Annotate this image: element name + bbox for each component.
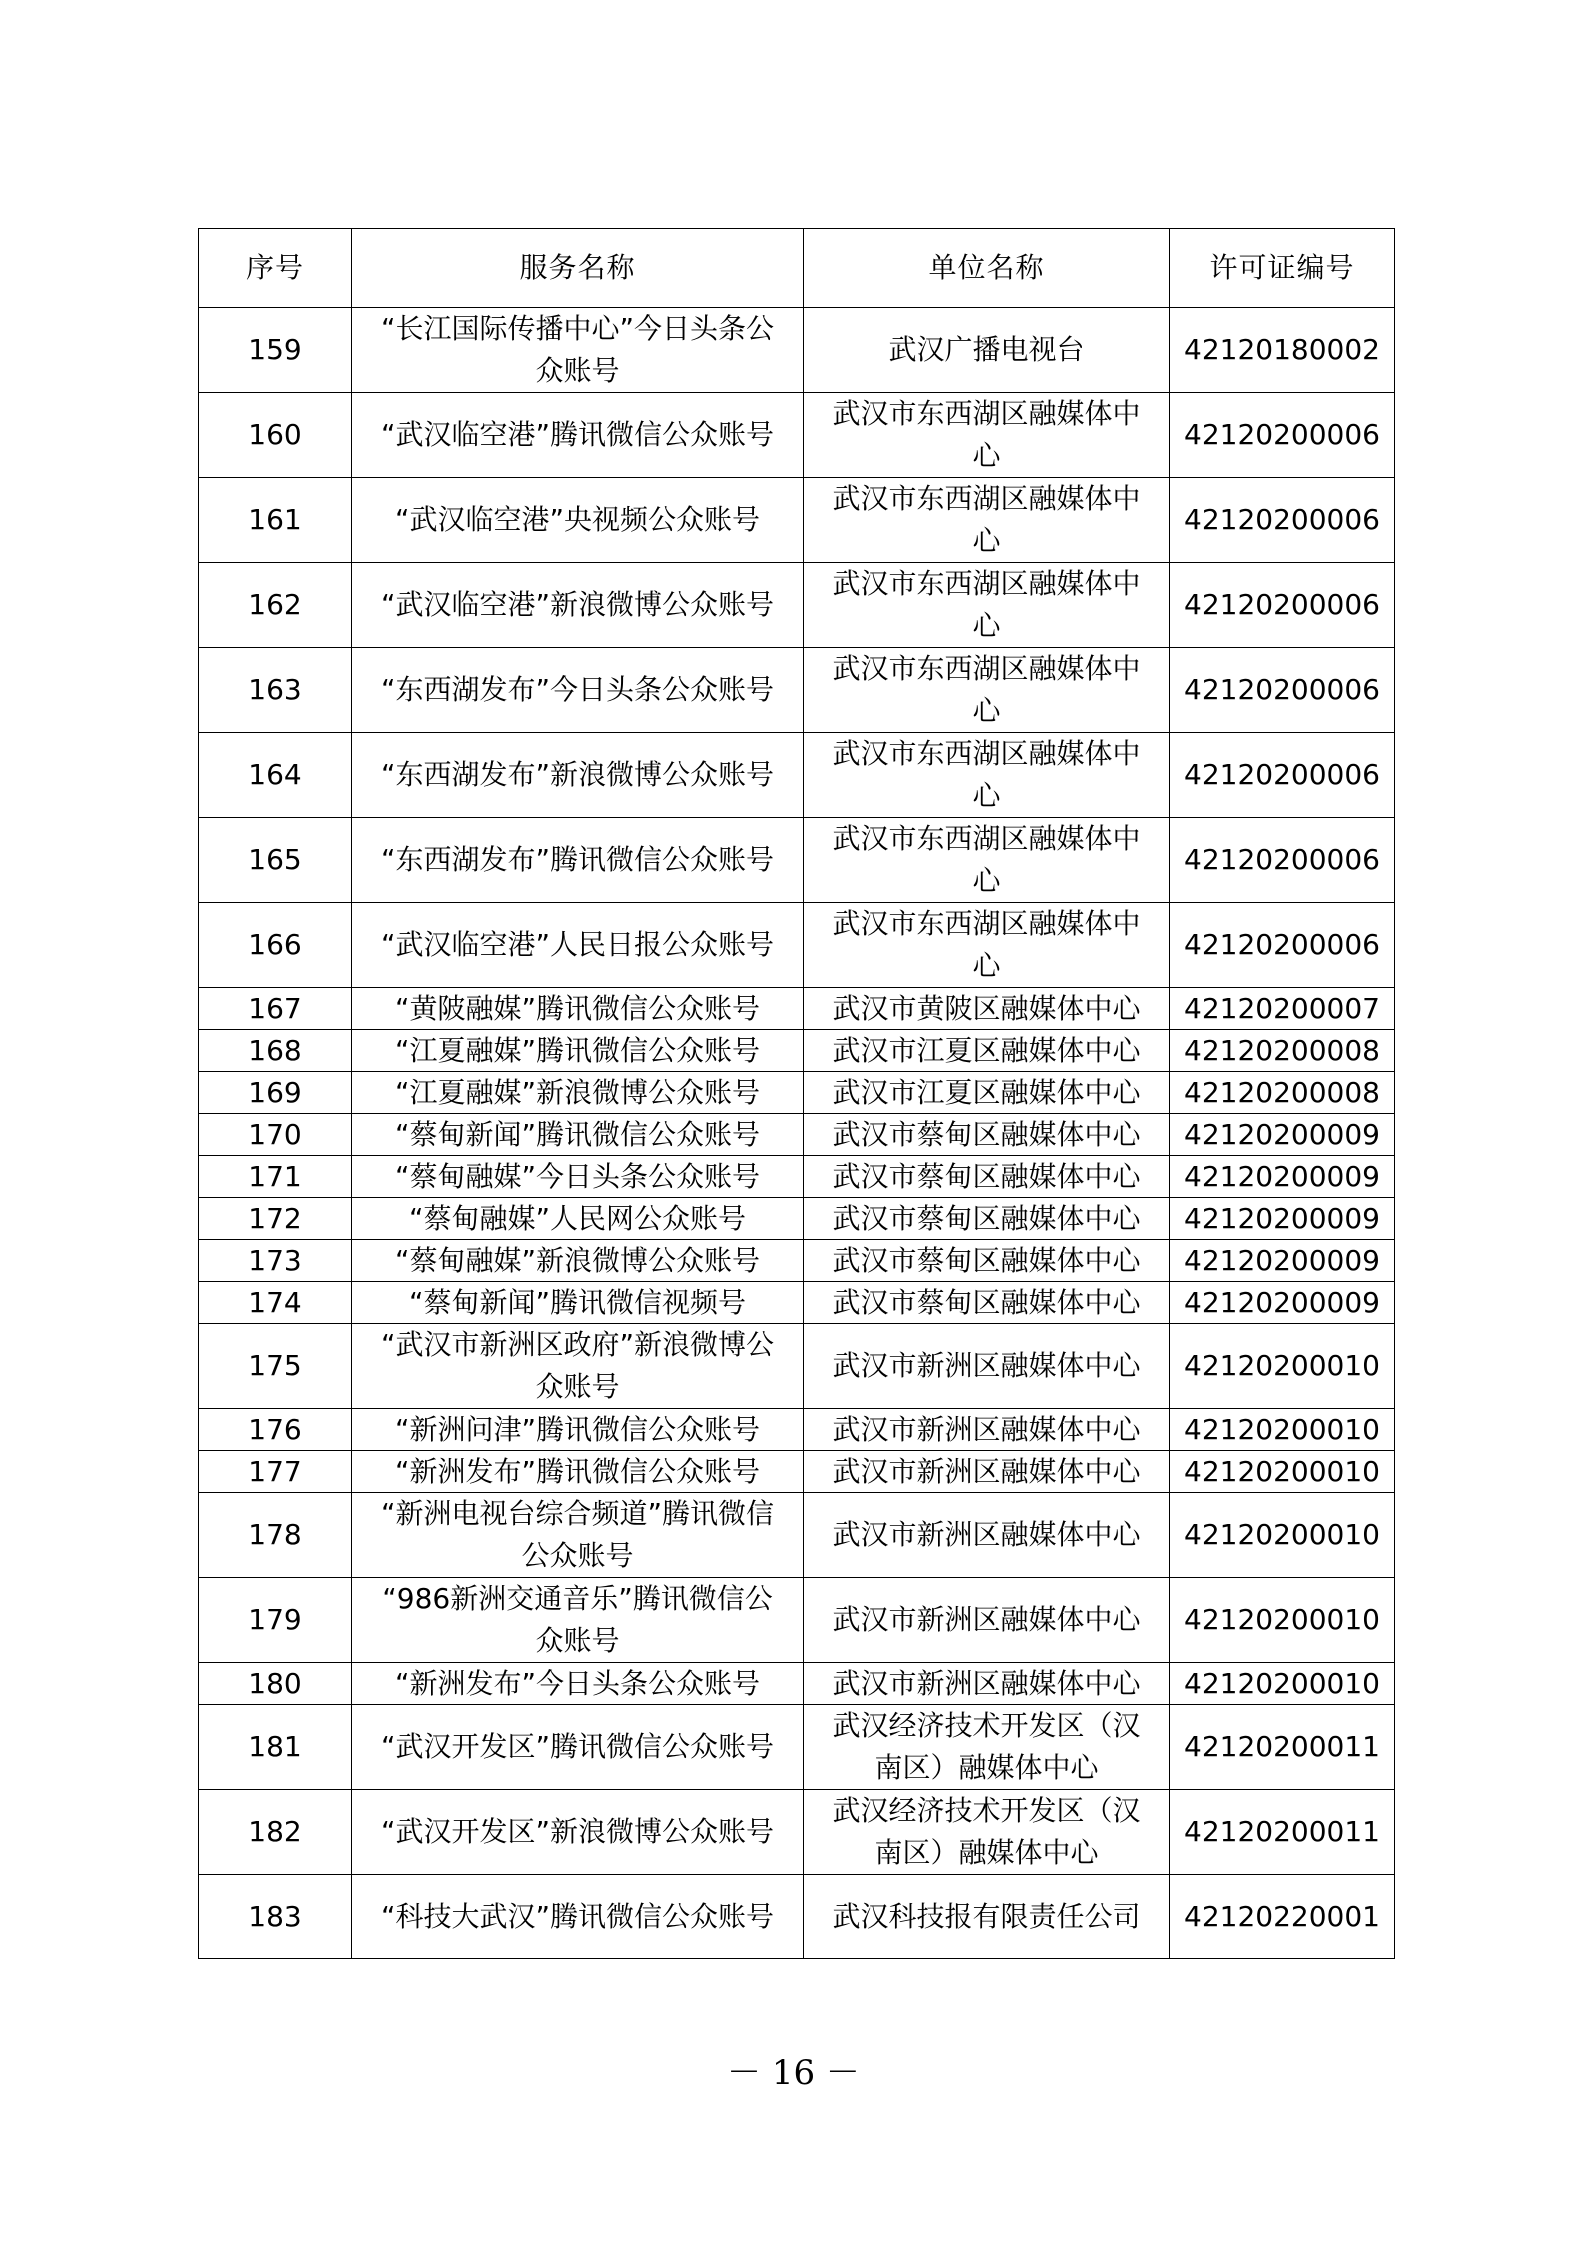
cell-unit-name: 武汉市新洲区融媒体中心 xyxy=(804,1493,1170,1578)
table-row xyxy=(199,1790,1395,1875)
cell-service-name: “武汉开发区”腾讯微信公众账号 xyxy=(352,1705,804,1790)
cell-license-number: 42120180002 xyxy=(1170,308,1395,393)
cell-unit-name: 武汉市东西湖区融媒体中心 xyxy=(804,478,1170,563)
cell-service-name: “986新洲交通音乐”腾讯微信公众账号 xyxy=(352,1578,804,1663)
cell-service-name: “科技大武汉”腾讯微信公众账号 xyxy=(352,1875,804,1959)
cell-service-name: “武汉开发区”新浪微博公众账号 xyxy=(352,1790,804,1875)
cell-service-name: “武汉临空港”人民日报公众账号 xyxy=(352,903,804,988)
cell-service-name: “长江国际传播中心”今日头条公众账号 xyxy=(352,308,804,393)
header-license-number: 许可证编号 xyxy=(1170,229,1395,308)
cell-service-name: “武汉临空港”央视频公众账号 xyxy=(352,478,804,563)
table-row xyxy=(199,733,1395,818)
cell-unit-name: 武汉市东西湖区融媒体中心 xyxy=(804,393,1170,478)
cell-service-name: “江夏融媒”腾讯微信公众账号 xyxy=(352,1030,804,1072)
cell-serial: 163 xyxy=(199,648,352,733)
cell-license-number: 42120200010 xyxy=(1170,1324,1395,1409)
table-row xyxy=(199,478,1395,563)
cell-service-name: “蔡甸新闻”腾讯微信公众账号 xyxy=(352,1114,804,1156)
cell-unit-name: 武汉经济技术开发区（汉南区）融媒体中心 xyxy=(804,1705,1170,1790)
cell-unit-name: 武汉市蔡甸区融媒体中心 xyxy=(804,1156,1170,1198)
cell-license-number: 42120200007 xyxy=(1170,988,1395,1030)
cell-license-number: 42120220001 xyxy=(1170,1875,1395,1959)
cell-license-number: 42120200009 xyxy=(1170,1156,1395,1198)
header-unit-name: 单位名称 xyxy=(804,229,1170,308)
header-service-name: 服务名称 xyxy=(352,229,804,308)
cell-unit-name: 武汉市江夏区融媒体中心 xyxy=(804,1072,1170,1114)
cell-service-name: “武汉临空港”腾讯微信公众账号 xyxy=(352,393,804,478)
table-row xyxy=(199,1156,1395,1198)
cell-service-name: “蔡甸融媒”今日头条公众账号 xyxy=(352,1156,804,1198)
table-row xyxy=(199,1030,1395,1072)
table-row xyxy=(199,1875,1395,1959)
cell-service-name: “新洲电视台综合频道”腾讯微信公众账号 xyxy=(352,1493,804,1578)
table-row xyxy=(199,1072,1395,1114)
cell-license-number: 42120200009 xyxy=(1170,1198,1395,1240)
cell-unit-name: 武汉市江夏区融媒体中心 xyxy=(804,1030,1170,1072)
cell-service-name: “黄陂融媒”腾讯微信公众账号 xyxy=(352,988,804,1030)
cell-unit-name: 武汉市黄陂区融媒体中心 xyxy=(804,988,1170,1030)
cell-unit-name: 武汉市新洲区融媒体中心 xyxy=(804,1578,1170,1663)
cell-license-number: 42120200010 xyxy=(1170,1493,1395,1578)
table-row xyxy=(199,1663,1395,1705)
cell-serial: 177 xyxy=(199,1451,352,1493)
cell-serial: 179 xyxy=(199,1578,352,1663)
cell-license-number: 42120200006 xyxy=(1170,563,1395,648)
table-row xyxy=(199,1114,1395,1156)
cell-license-number: 42120200010 xyxy=(1170,1451,1395,1493)
cell-service-name: “蔡甸新闻”腾讯微信视频号 xyxy=(352,1282,804,1324)
cell-service-name: “东西湖发布”腾讯微信公众账号 xyxy=(352,818,804,903)
cell-serial: 162 xyxy=(199,563,352,648)
cell-license-number: 42120200010 xyxy=(1170,1578,1395,1663)
cell-license-number: 42120200006 xyxy=(1170,478,1395,563)
cell-serial: 178 xyxy=(199,1493,352,1578)
license-table xyxy=(198,228,1395,1959)
cell-serial: 164 xyxy=(199,733,352,818)
cell-serial: 172 xyxy=(199,1198,352,1240)
cell-serial: 181 xyxy=(199,1705,352,1790)
cell-license-number: 42120200006 xyxy=(1170,733,1395,818)
cell-license-number: 42120200010 xyxy=(1170,1663,1395,1705)
cell-serial: 173 xyxy=(199,1240,352,1282)
cell-serial: 166 xyxy=(199,903,352,988)
cell-service-name: “新洲发布”腾讯微信公众账号 xyxy=(352,1451,804,1493)
cell-serial: 183 xyxy=(199,1875,352,1959)
cell-serial: 176 xyxy=(199,1409,352,1451)
table-row xyxy=(199,1705,1395,1790)
table-row xyxy=(199,1409,1395,1451)
cell-license-number: 42120200006 xyxy=(1170,818,1395,903)
cell-service-name: “武汉市新洲区政府”新浪微博公众账号 xyxy=(352,1324,804,1409)
cell-license-number: 42120200006 xyxy=(1170,393,1395,478)
cell-license-number: 42120200008 xyxy=(1170,1030,1395,1072)
table-row xyxy=(199,988,1395,1030)
cell-unit-name: 武汉市蔡甸区融媒体中心 xyxy=(804,1282,1170,1324)
cell-serial: 165 xyxy=(199,818,352,903)
cell-unit-name: 武汉市东西湖区融媒体中心 xyxy=(804,648,1170,733)
table-row xyxy=(199,308,1395,393)
cell-unit-name: 武汉市蔡甸区融媒体中心 xyxy=(804,1114,1170,1156)
table-row xyxy=(199,903,1395,988)
cell-unit-name: 武汉广播电视台 xyxy=(804,308,1170,393)
cell-service-name: “蔡甸融媒”人民网公众账号 xyxy=(352,1198,804,1240)
cell-unit-name: 武汉市新洲区融媒体中心 xyxy=(804,1409,1170,1451)
table-row xyxy=(199,1282,1395,1324)
table-row xyxy=(199,1493,1395,1578)
table-row xyxy=(199,563,1395,648)
cell-service-name: “江夏融媒”新浪微博公众账号 xyxy=(352,1072,804,1114)
cell-service-name: “东西湖发布”今日头条公众账号 xyxy=(352,648,804,733)
cell-serial: 168 xyxy=(199,1030,352,1072)
cell-unit-name: 武汉科技报有限责任公司 xyxy=(804,1875,1170,1959)
table-row xyxy=(199,1198,1395,1240)
cell-unit-name: 武汉经济技术开发区（汉南区）融媒体中心 xyxy=(804,1790,1170,1875)
table-row xyxy=(199,1578,1395,1663)
cell-serial: 161 xyxy=(199,478,352,563)
cell-serial: 174 xyxy=(199,1282,352,1324)
cell-service-name: “新洲问津”腾讯微信公众账号 xyxy=(352,1409,804,1451)
cell-license-number: 42120200006 xyxy=(1170,648,1395,733)
page-number: － 16 － xyxy=(727,2053,860,2093)
cell-license-number: 42120200009 xyxy=(1170,1282,1395,1324)
table-row xyxy=(199,1451,1395,1493)
cell-serial: 167 xyxy=(199,988,352,1030)
cell-unit-name: 武汉市蔡甸区融媒体中心 xyxy=(804,1198,1170,1240)
cell-unit-name: 武汉市新洲区融媒体中心 xyxy=(804,1663,1170,1705)
cell-service-name: “武汉临空港”新浪微博公众账号 xyxy=(352,563,804,648)
cell-serial: 160 xyxy=(199,393,352,478)
cell-license-number: 42120200009 xyxy=(1170,1114,1395,1156)
table-header-row xyxy=(199,229,1395,308)
cell-unit-name: 武汉市东西湖区融媒体中心 xyxy=(804,818,1170,903)
cell-unit-name: 武汉市新洲区融媒体中心 xyxy=(804,1451,1170,1493)
cell-license-number: 42120200011 xyxy=(1170,1705,1395,1790)
cell-serial: 170 xyxy=(199,1114,352,1156)
cell-unit-name: 武汉市蔡甸区融媒体中心 xyxy=(804,1240,1170,1282)
cell-license-number: 42120200008 xyxy=(1170,1072,1395,1114)
cell-license-number: 42120200009 xyxy=(1170,1240,1395,1282)
cell-license-number: 42120200011 xyxy=(1170,1790,1395,1875)
table-row xyxy=(199,1240,1395,1282)
cell-serial: 180 xyxy=(199,1663,352,1705)
cell-unit-name: 武汉市东西湖区融媒体中心 xyxy=(804,563,1170,648)
table-row xyxy=(199,393,1395,478)
header-serial: 序号 xyxy=(199,229,352,308)
cell-serial: 182 xyxy=(199,1790,352,1875)
cell-license-number: 42120200006 xyxy=(1170,903,1395,988)
table-row xyxy=(199,1324,1395,1409)
cell-serial: 159 xyxy=(199,308,352,393)
cell-serial: 169 xyxy=(199,1072,352,1114)
cell-serial: 175 xyxy=(199,1324,352,1409)
cell-service-name: “蔡甸融媒”新浪微博公众账号 xyxy=(352,1240,804,1282)
cell-service-name: “东西湖发布”新浪微博公众账号 xyxy=(352,733,804,818)
table-row xyxy=(199,818,1395,903)
table-row xyxy=(199,648,1395,733)
cell-unit-name: 武汉市东西湖区融媒体中心 xyxy=(804,903,1170,988)
cell-service-name: “新洲发布”今日头条公众账号 xyxy=(352,1663,804,1705)
cell-serial: 171 xyxy=(199,1156,352,1198)
cell-license-number: 42120200010 xyxy=(1170,1409,1395,1451)
cell-unit-name: 武汉市东西湖区融媒体中心 xyxy=(804,733,1170,818)
cell-unit-name: 武汉市新洲区融媒体中心 xyxy=(804,1324,1170,1409)
